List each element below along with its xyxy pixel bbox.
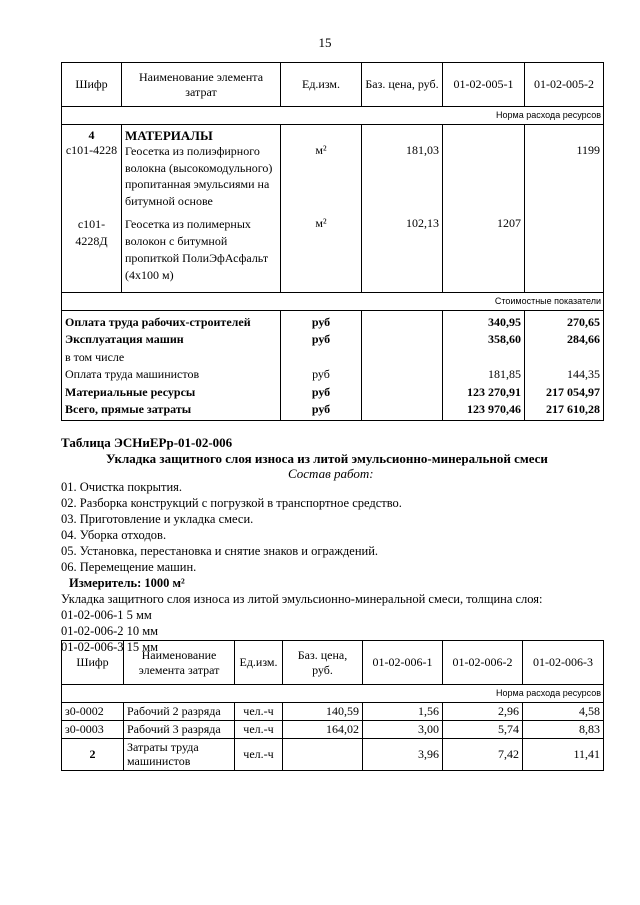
row-name: Затраты труда машинистов	[124, 739, 235, 771]
cost-row-v1: 123 270,91	[467, 384, 521, 399]
header-col2: 01-02-006-2	[443, 641, 523, 685]
row-price: 164,02	[283, 721, 363, 739]
resource-table-1	[61, 62, 604, 421]
variant-item: 01-02-006-3 15 мм	[61, 640, 159, 654]
row-price	[283, 739, 363, 771]
row-code: з0-0002	[62, 703, 124, 721]
cost-v1	[443, 310, 525, 420]
cost-names	[62, 310, 281, 420]
cost-row-name: Эксплуатация машин	[65, 332, 184, 346]
row-v3: 4,58	[523, 703, 604, 721]
cost-row-v2: 284,66	[567, 332, 600, 346]
row-code: с101-4228	[65, 143, 118, 157]
header-name: Наименование элемента затрат	[122, 63, 281, 107]
row-v2: 7,42	[443, 739, 523, 771]
row-v1: 3,96	[363, 739, 443, 771]
work-item: 03. Приготовление и укладка смеси.	[61, 512, 254, 526]
row-v3: 11,41	[523, 739, 604, 771]
cost-row-name: Оплата труда рабочих-строителей	[65, 314, 251, 329]
cost-row-v2: 217 054,97	[546, 384, 600, 399]
table-row	[62, 721, 604, 739]
cost-row-unit: руб	[311, 402, 331, 416]
row-name: Геосетка из полиэфирного волокна (высокомодульного) пропитанная эмульсиями на битумной основе	[125, 144, 273, 208]
row-unit: чел.-ч	[235, 721, 283, 739]
work-item: 04. Уборка отходов.	[61, 528, 167, 542]
table-row	[62, 739, 604, 771]
cost-row-unit: руб	[311, 332, 331, 346]
page-number: 15	[318, 35, 332, 50]
table-row	[62, 703, 604, 721]
work-title: Состав работ:	[288, 466, 374, 481]
cost-row-unit	[284, 349, 358, 367]
cost-row-v1: 340,95	[488, 314, 521, 329]
row-v1	[443, 125, 525, 211]
cost-row-v1	[446, 349, 521, 367]
header-price: Баз. цена, руб.	[283, 641, 363, 685]
row-unit: м²	[281, 125, 362, 211]
row-code: с101-4228Д	[62, 210, 122, 292]
row-v1: 3,00	[363, 721, 443, 739]
cost-row-v2: 144,35	[567, 367, 600, 381]
header-col2: 01-02-005-2	[525, 63, 604, 107]
cost-row-unit: руб	[311, 384, 331, 399]
norm-label: Норма расхода ресурсов	[62, 685, 604, 703]
cost-v2	[525, 310, 604, 420]
cost-row-name: Оплата труда машинистов	[65, 367, 200, 381]
header-name: Наименование элемента затрат	[124, 641, 235, 685]
table-row	[62, 125, 122, 211]
row-v2	[525, 210, 604, 292]
header-unit: Ед.изм.	[235, 641, 283, 685]
cost-row-v2	[528, 349, 600, 367]
table-title: Таблица ЭСНиЕРр-01-02-006	[61, 435, 233, 450]
work-item: 05. Установка, перестановка и снятие знаков и ограждений.	[61, 544, 379, 558]
table-row	[122, 125, 281, 211]
header-code: Шифр	[62, 641, 124, 685]
work-item: 01. Очистка покрытия.	[61, 480, 183, 494]
row-name: Рабочий 3 разряда	[124, 721, 235, 739]
row-price: 181,03	[362, 125, 443, 211]
norm-label: Норма расхода ресурсов	[62, 107, 604, 125]
meter: Измеритель: 1000 м²	[69, 576, 185, 590]
cost-label: Стоимостные показатели	[62, 292, 604, 310]
section-number: 4	[88, 128, 95, 142]
row-price: 102,13	[362, 210, 443, 292]
cost-row-name: Всего, прямые затраты	[65, 402, 192, 416]
cost-row-v1: 181,85	[488, 367, 521, 381]
row-v3: 8,83	[523, 721, 604, 739]
row-name: Геосетка из полимерных волокон с битумной пропиткой ПолиЭфАсфальт (4х100 м)	[122, 210, 281, 292]
cost-row-v2: 217 610,28	[546, 402, 600, 416]
variant-item: 01-02-006-2 10 мм	[61, 624, 159, 638]
row-v2: 2,96	[443, 703, 523, 721]
cost-row-name: Материальные ресурсы	[65, 384, 196, 399]
cost-price-empty	[362, 310, 443, 420]
row-unit: чел.-ч	[235, 703, 283, 721]
header-unit: Ед.изм.	[281, 63, 362, 107]
header-col3: 01-02-006-3	[523, 641, 604, 685]
header-col1: 01-02-005-1	[443, 63, 525, 107]
header-col1: 01-02-006-1	[363, 641, 443, 685]
row-v1: 1207	[443, 210, 525, 292]
row-unit: м²	[281, 210, 362, 292]
row-v1: 1,56	[363, 703, 443, 721]
cost-row-unit: руб	[311, 314, 331, 329]
row-v2: 1199	[525, 125, 604, 211]
description: Укладка защитного слоя износа из литой эмульсионно-минеральной смеси, толщина слоя:	[61, 592, 543, 606]
cost-row-unit: руб	[312, 367, 330, 381]
cost-row-name: в том числе	[65, 349, 125, 364]
row-unit: чел.-ч	[235, 739, 283, 771]
section-subtitle: Укладка защитного слоя износа из литой эмульсионно-минеральной смеси	[106, 451, 548, 466]
cost-units	[281, 310, 362, 420]
header-code: Шифр	[62, 63, 122, 107]
row-code: 2	[62, 739, 124, 771]
section-title: МАТЕРИАЛЫ	[125, 128, 213, 143]
resource-table-2	[61, 640, 604, 771]
cost-row-v2: 270,65	[567, 314, 600, 329]
variant-item: 01-02-006-1 5 мм	[61, 608, 152, 622]
cost-row-v1: 358,60	[488, 332, 521, 346]
header-price: Баз. цена, руб.	[362, 63, 443, 107]
row-price: 140,59	[283, 703, 363, 721]
cost-row-v1: 123 970,46	[467, 402, 521, 416]
work-item: 02. Разборка конструкций с погрузкой в транспортное средство.	[61, 496, 402, 510]
row-code: з0-0003	[62, 721, 124, 739]
row-v2: 5,74	[443, 721, 523, 739]
row-name: Рабочий 2 разряда	[124, 703, 235, 721]
work-item: 06. Перемещение машин.	[61, 560, 197, 574]
